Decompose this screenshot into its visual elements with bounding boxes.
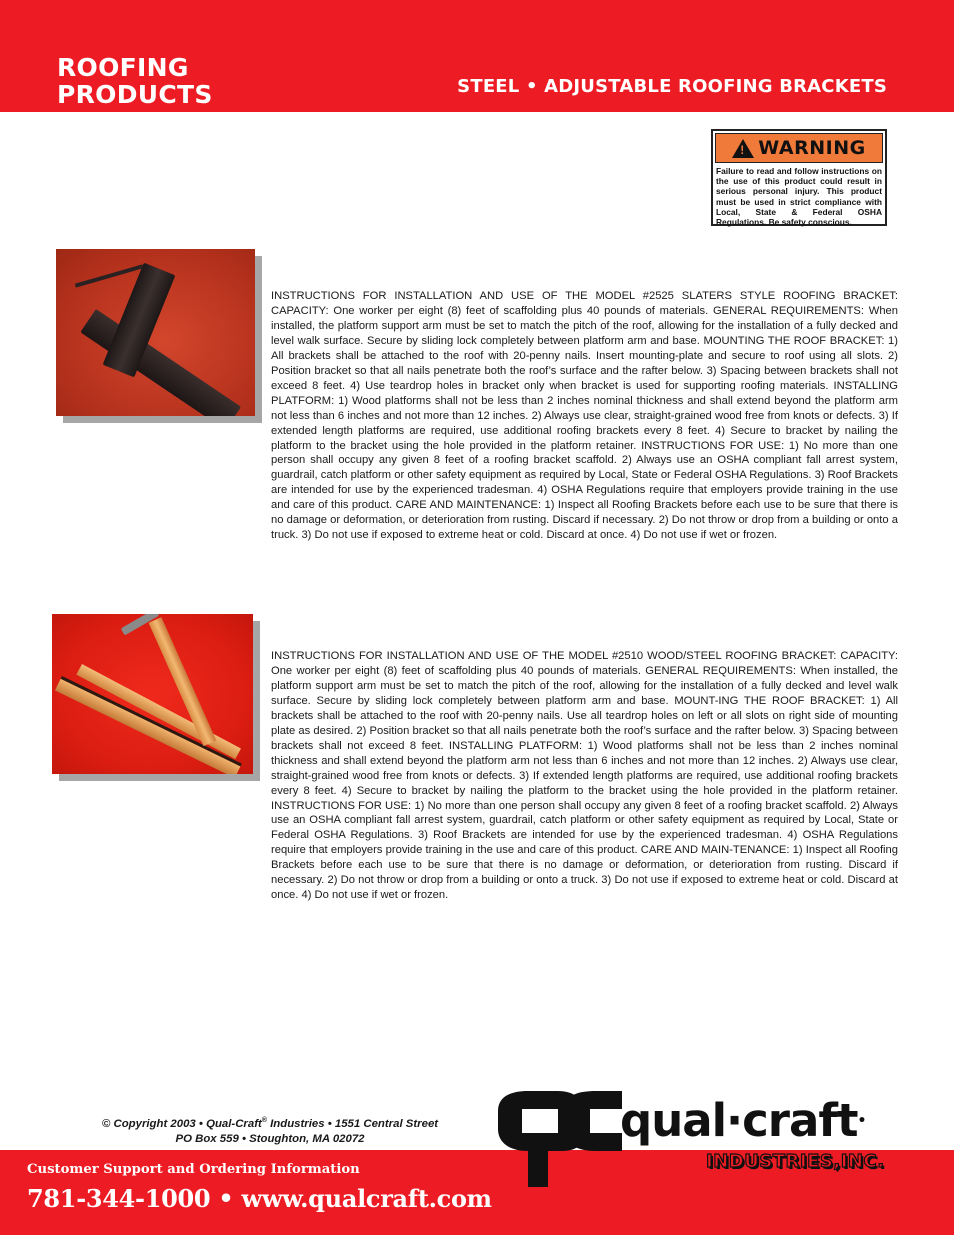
qc-monogram-icon: [492, 1085, 625, 1190]
copyright-suffix: Industries • 1551 Central Street: [266, 1117, 439, 1130]
warning-label: [711, 129, 887, 226]
logo-wordmark: [620, 1094, 866, 1147]
section-title: [57, 54, 213, 108]
copyright-notice: [60, 1113, 480, 1147]
photo-frame: [56, 249, 255, 416]
instructions-model-2510: INSTRUCTIONS FOR INSTALLATION AND USE OF THE MODEL #2510 WOOD/STEEL ROOFING BRACKET: CAPACITY: One worker per eight (8) feet of scaffolding plus 40 pounds of materials. GENERAL REQUIREMENTS: When installed, the platform support arm must be set to match the pitch of the roof, allowing for the installation of a fully decked and level walk surface. Secure by sliding lock completely between platform arm and base. MOUNT-ING THE ROOF BRACKET: 1) All brackets shall be attached to the roof with 20-penny nails. Use all teardrop holes on left or all slots on right side of mounting plate as desired. 2) Position bracket so that all nails penetrate both the roof’s surface and the rafter below. 3) Spacing between brackets shall not exceed 8 feet. INSTALLING PLATFORM: 1) Wood platforms shall not be less than 2 inches nominal thickness and shall extend beyond the platform arm not less than 6 inches and not more than 12 inches. 2) Always use clear, straight-grained wood free from knots or defects. 3) If extended length platforms are required, use additional roofing brackets every 8 feet. 4) Secure to bracket by nailing the platform to the bracket using the hole provided in the platform retainer. INSTRUCTIONS FOR USE: 1) No more than one person shall occupy any given 8 feet of a roofing bracket scaffold. 2) Always use an OSHA compliant fall arrest system, guardrail, catch platform or other safety equipment as required by Local, State or Federal OSHA Regulations. 3) Roof Brackets are intended for use by the experienced tradesman. 4) OSHA Regulations require that employers provide training in the use and care of this product. CARE AND MAIN-TENANCE: 1) Inspect all Roofing Brackets before each use to be sure that there is no damage or deformation, or deterioration from rusting. Discard if necessary. 2) Do not throw or drop from a building or onto a truck. 3) Do not use if exposed to extreme heat or cold. Discard at once. 4) Do not use if wet or frozen.: [271, 650, 898, 902]
copyright-prefix: © Copyright 2003 • Qual-Craft: [101, 1117, 262, 1130]
product-photo-2525: [56, 249, 255, 416]
category-title: STEEL • ADJUSTABLE ROOFING BRACKETS: [457, 76, 887, 97]
section-title-line1: ROOFING: [57, 53, 189, 82]
product-photo-2510: [52, 614, 253, 774]
logo-subtitle: INDUSTRIES,INC.: [706, 1151, 885, 1172]
contact-info[interactable]: 781-344-1000 • www.qualcraft.com: [27, 1184, 492, 1213]
bracket-arm-shape: [75, 264, 143, 287]
section-title-line2: PRODUCTS: [57, 80, 213, 109]
registered-mark: ®: [261, 1117, 267, 1124]
logo-trademark-dot: •: [857, 1113, 866, 1129]
bracket-rail-shape: [55, 676, 242, 774]
warning-banner: [715, 133, 883, 163]
copyright-line2: PO Box 559 • Stoughton, MA 02072: [175, 1132, 365, 1145]
copyright-line1: [60, 1113, 480, 1132]
header-banner: [0, 0, 954, 112]
instructions-model-2525: INSTRUCTIONS FOR INSTALLATION AND USE OF THE MODEL #2525 SLATERS STYLE ROOFING BRACKET: CAPACITY: One worker per eight (8) feet of scaffolding plus 40 pounds of materials. GENERAL REQUIREMENTS: When installed, the platform support arm must be set to match the pitch of the roof, allowing for the installation of a fully decked and level walk surface. Secure by sliding lock completely between platform arm and base. MOUNTING THE ROOF BRACKET: 1) All brackets shall be attached to the roof with 20-penny nails. Insert mounting-plate and secure to roof using all slots. 2) Position bracket so that all nails penetrate both the roof’s surface and the rafter below. 3) Spacing between brackets shall not exceed 8 feet. 4) Use teardrop holes in bracket only when bracket is used for supporting roofing materials. INSTALLING PLATFORM: 1) Wood platforms shall not be less than 2 inches nominal thickness and shall extend beyond the platform arm not less than 6 inches and not more than 12 inches. 2) Always use clear, straight-grained wood free from knots or defects. 3) If extended length platforms are required, use additional roofing brackets every 8 feet. 4) Secure to bracket by nailing the platform to the bracket using the hole provided in the platform retainer. INSTRUCTIONS FOR USE: 1) No more than one person shall occupy any given 8 feet of a roofing bracket scaffold. 2) Always use an OSHA compliant fall arrest system, guardrail, catch platform or other safety equipment as required by Local, State or Federal OSHA Regulations. 3) Roof Brackets are intended for use by the experienced tradesman. 4) OSHA Regulations require that employers provide training in the use and care of this product. CARE AND MAINTENANCE: 1) Inspect all Roofing Brackets before each use to be sure that there is no damage or deformation, or deterioration from rusting. Discard if necessary. 2) Do not throw or drop from a building or onto a truck. 3) Do not use if exposed to extreme heat or cold. Discard at once. 4) Do not use if wet or frozen.: [271, 290, 898, 542]
qualcraft-logo: [492, 1085, 932, 1190]
warning-heading: WARNING: [758, 137, 866, 159]
photo-frame: [52, 614, 253, 774]
logo-wordmark-text: qual·craft: [620, 1094, 858, 1147]
warning-triangle-icon: !: [732, 139, 754, 158]
warning-message: Failure to read and follow instructions on the use of this product could result in serious personal injury. This product must be used in strict compliance with Local, State & Federal OSHA Regulations. Be safety conscious.: [716, 166, 882, 228]
support-label: Customer Support and Ordering Information: [27, 1162, 360, 1177]
